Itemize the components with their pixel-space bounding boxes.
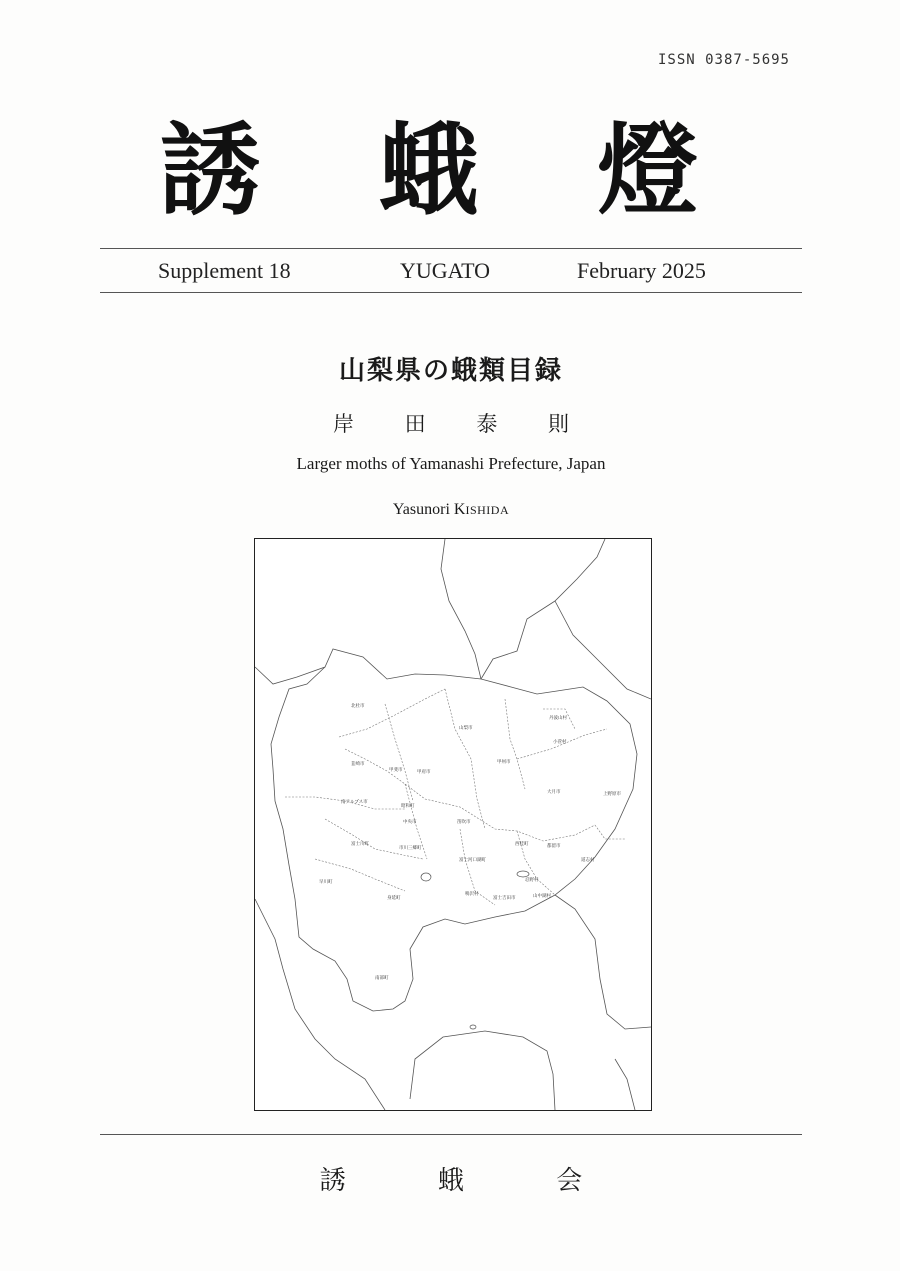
map-label: 韮崎市 xyxy=(351,762,365,767)
map-label: 山中湖村 xyxy=(533,894,551,899)
map-label: 身延町 xyxy=(387,896,401,901)
author-family-initial: K xyxy=(453,501,466,518)
map-municipal-border xyxy=(385,704,413,801)
map-label: 富士川町 xyxy=(351,842,369,847)
map-label: 富士河口湖町 xyxy=(459,858,486,863)
map-border-line xyxy=(255,649,481,684)
article-title-english: Larger moths of Yamanashi Prefecture, Japan xyxy=(296,454,606,473)
author-name-english xyxy=(100,501,802,519)
map-municipal-border xyxy=(445,689,485,829)
map-border-line xyxy=(441,539,481,679)
lake-marker xyxy=(421,873,431,881)
map-label: 南部町 xyxy=(375,976,389,981)
map-prefecture-outline xyxy=(271,667,637,1011)
issue-date: February 2025 xyxy=(577,258,706,283)
bottom-rule xyxy=(100,292,802,293)
lake-marker xyxy=(517,871,529,877)
map-label: 山梨市 xyxy=(459,726,473,731)
map-border-line xyxy=(481,539,605,679)
map-border-line xyxy=(555,601,651,699)
author-given-name: Yasunori xyxy=(392,501,454,518)
article-title-japanese: 山梨県の蛾類目録 xyxy=(338,356,563,386)
map-label: 市川三郷町 xyxy=(399,846,422,851)
journal-name: YUGATO xyxy=(400,258,491,283)
author-family-rest: ISHIDA xyxy=(465,503,510,517)
map-municipal-border xyxy=(345,749,595,841)
supplement-number: Supplement 18 xyxy=(158,258,291,283)
map-label: 小菅村 xyxy=(553,740,567,745)
map-label: 大月市 xyxy=(547,790,561,795)
map-label: 甲州市 xyxy=(497,760,511,765)
publisher-name: 誘 蛾 会 xyxy=(319,1166,625,1196)
map-label: 鳴沢村 xyxy=(465,892,479,897)
map-label: 北杜市 xyxy=(351,704,365,709)
map-municipal-border xyxy=(339,689,445,737)
map-svg xyxy=(255,539,651,1110)
map-label: 道志村 xyxy=(581,858,595,863)
map-label: 中央市 xyxy=(403,820,417,825)
map-coastline xyxy=(410,1031,555,1110)
map-label: 西桂町 xyxy=(515,842,529,847)
map-label: 丹波山村 xyxy=(549,716,567,721)
map-border-line xyxy=(615,1059,635,1110)
map-label: 早川町 xyxy=(319,880,333,885)
map-label: 甲府市 xyxy=(417,770,431,775)
map-label: 忍野村 xyxy=(525,878,539,883)
map-label: 都留市 xyxy=(547,844,561,849)
map-municipal-border xyxy=(505,699,525,789)
map-label: 昭和町 xyxy=(401,804,415,809)
map-label: 上野原市 xyxy=(603,792,621,797)
journal-masthead: 誘 蛾 燈 xyxy=(160,111,740,229)
yamanashi-map xyxy=(254,538,652,1111)
map-label: 甲斐市 xyxy=(389,768,403,773)
lake-marker xyxy=(470,1025,476,1029)
map-border-line xyxy=(255,899,385,1110)
map-label: 笛吹市 xyxy=(457,820,471,825)
map-label: 富士吉田市 xyxy=(493,896,516,901)
top-rule xyxy=(100,248,802,249)
map-label: 南アルプス市 xyxy=(341,800,368,805)
author-name-japanese: 岸 田 泰 則 xyxy=(332,412,592,436)
journal-band xyxy=(100,256,802,286)
map-municipal-border xyxy=(595,825,625,839)
map-border-line xyxy=(555,895,651,1029)
map-municipal-border xyxy=(325,819,423,859)
map-municipal-border xyxy=(517,831,555,895)
issn-number: ISSN 0387-5695 xyxy=(657,52,790,68)
map-municipal-border xyxy=(315,859,405,891)
footer-rule xyxy=(100,1134,802,1135)
